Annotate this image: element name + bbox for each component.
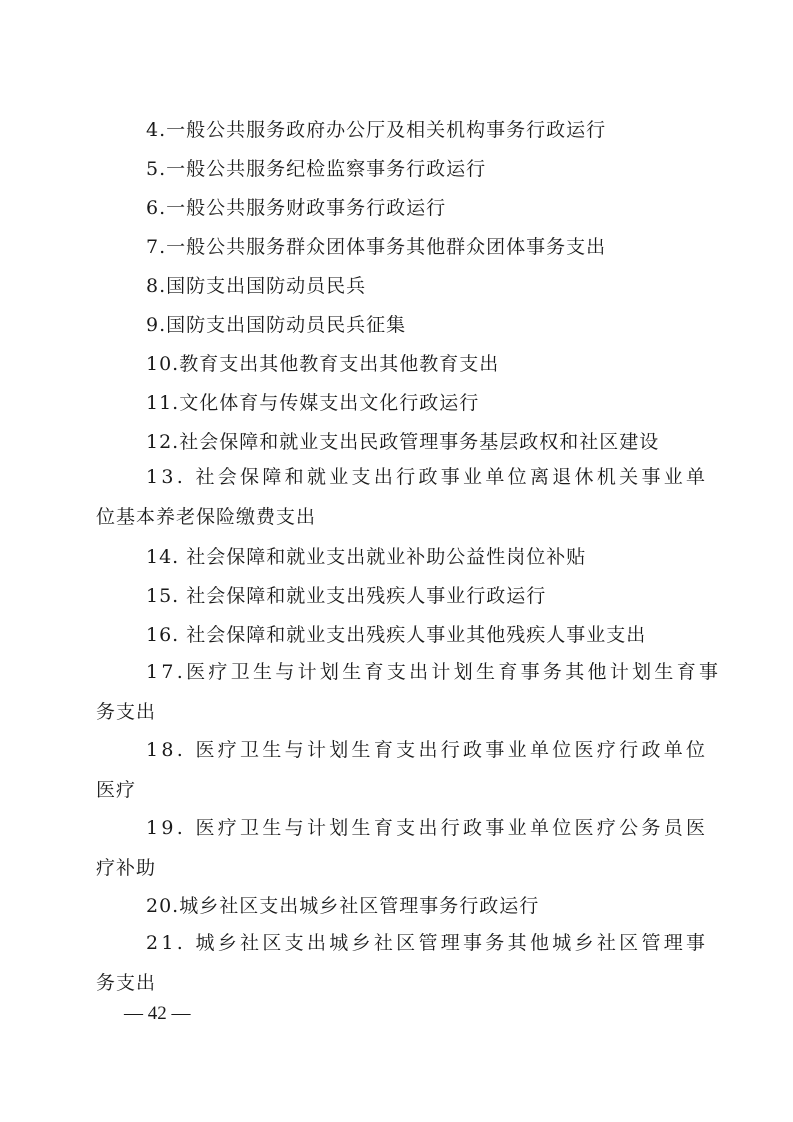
list-item: 4.一般公共服务政府办公厅及相关机构事务行政运行 (146, 119, 607, 141)
list-item: 10.教育支出其他教育支出其他教育支出 (146, 353, 500, 375)
list-item-continuation: 疗补助 (96, 857, 157, 879)
list-item-continuation: 医疗 (96, 779, 137, 801)
list-item: 18. 医疗卫生与计划生育支出行政事业单位医疗行政单位 (146, 739, 709, 761)
list-item: 11.文化体育与传媒支出文化行政运行 (146, 392, 480, 414)
list-item: 5.一般公共服务纪检监察事务行政运行 (146, 158, 487, 180)
list-item: 12.社会保障和就业支出民政管理事务基层政权和社区建设 (146, 431, 660, 453)
list-item: 20.城乡社区支出城乡社区管理事务行政运行 (146, 895, 540, 917)
list-item: 16. 社会保障和就业支出残疾人事业其他残疾人事业支出 (146, 624, 647, 646)
list-item-continuation: 位基本养老保险缴费支出 (96, 506, 317, 528)
list-item: 8.国防支出国防动员民兵 (146, 275, 367, 297)
list-item: 15. 社会保障和就业支出残疾人事业行政运行 (146, 585, 547, 607)
list-item: 19. 医疗卫生与计划生育支出行政事业单位医疗公务员医 (146, 817, 709, 839)
list-item: 6.一般公共服务财政事务行政运行 (146, 197, 447, 219)
page-number: — 42 — (124, 1003, 191, 1024)
list-item: 7.一般公共服务群众团体事务其他群众团体事务支出 (146, 236, 607, 258)
list-item-continuation: 务支出 (96, 972, 157, 994)
list-item: 14. 社会保障和就业支出就业补助公益性岗位补贴 (146, 546, 587, 568)
list-item: 21. 城乡社区支出城乡社区管理事务其他城乡社区管理事 (146, 932, 709, 954)
list-item: 17.医疗卫生与计划生育支出计划生育事务其他计划生育事 (146, 661, 722, 683)
list-item: 13. 社会保障和就业支出行政事业单位离退休机关事业单 (146, 466, 709, 488)
list-item: 9.国防支出国防动员民兵征集 (146, 314, 407, 336)
list-item-continuation: 务支出 (96, 701, 157, 723)
